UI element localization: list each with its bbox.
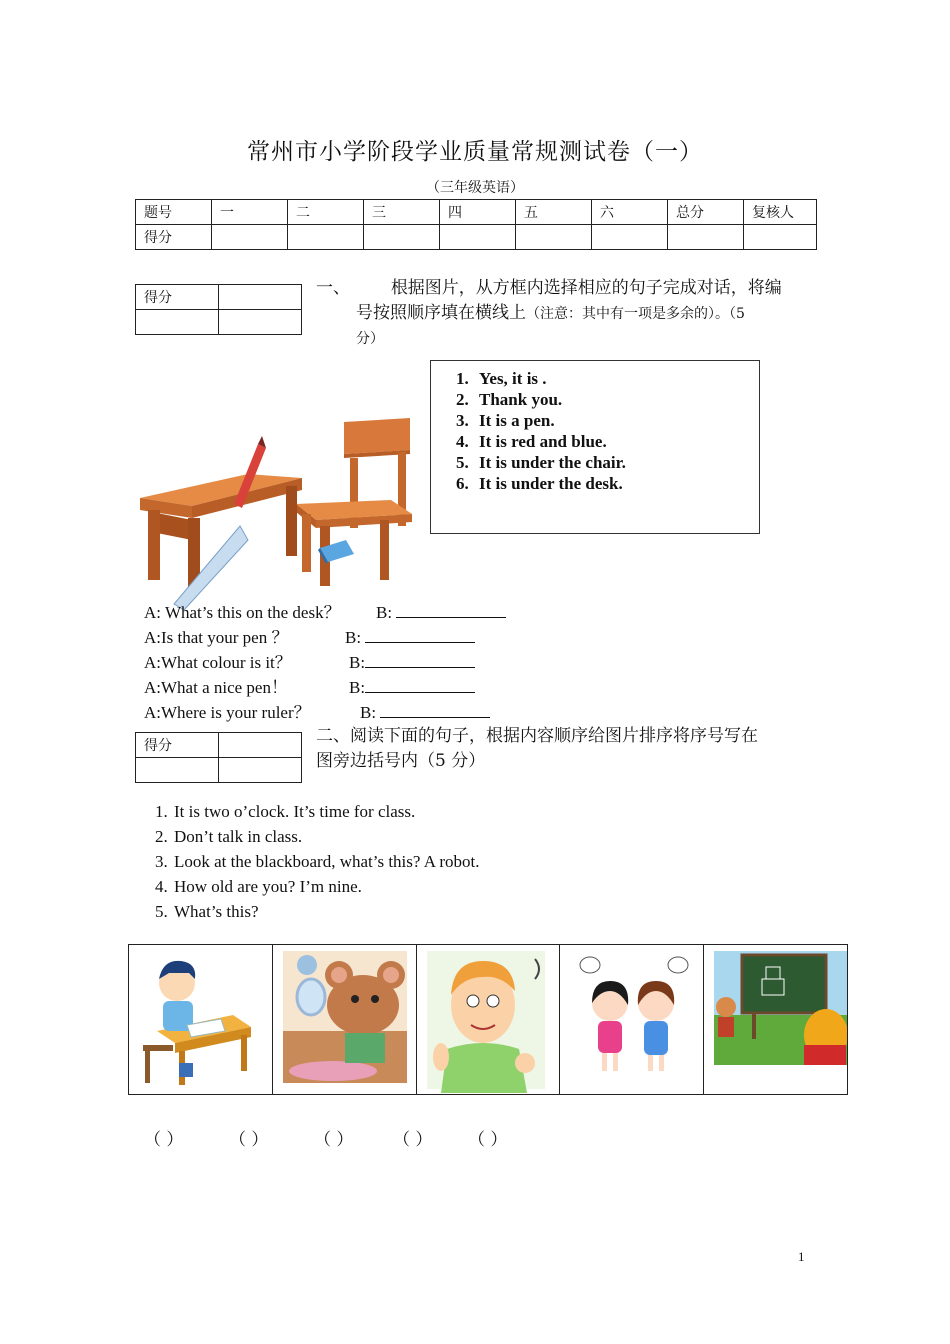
score-entry-cell[interactable] [219, 758, 302, 783]
dialog-question: A:Is that your pen ？ [144, 628, 289, 647]
score-entry-cell[interactable] [219, 310, 302, 335]
picture-cell-two-girls [560, 945, 704, 1094]
dialog-line [144, 625, 366, 650]
score-table-cell: 三 [364, 200, 440, 225]
page-title: 常州市小学阶段学业质量常规测试卷（一） [247, 139, 703, 165]
score-table-cell: 六 [592, 200, 668, 225]
sentence-item: 3. Look at the blackboard, what’s this? A robot. [172, 849, 479, 874]
score-entry-cell[interactable] [440, 225, 516, 250]
answer-options-box [430, 360, 760, 534]
dialog-answer-label: B: [360, 703, 381, 722]
score-table-score-row [136, 225, 817, 250]
picture-cell-mouse [273, 945, 417, 1094]
score-table-cell: 四 [440, 200, 516, 225]
page-subtitle: （三年级英语） [426, 180, 524, 196]
sentence-item: 5. What’s this? [172, 899, 479, 924]
score-table-cell: 五 [516, 200, 592, 225]
picture-strip [128, 944, 848, 1095]
dialog-line [144, 600, 397, 625]
score-entry-cell[interactable] [744, 225, 817, 250]
section2-heading [316, 724, 816, 774]
section1-instruction: 根据图片，从方框内选择相应的句子完成对话，将编 [390, 278, 782, 298]
sentence-list-wrapper [144, 799, 479, 924]
score-table [135, 199, 817, 250]
score-entry-cell[interactable] [364, 225, 440, 250]
score-table-cell: 复核人 [744, 200, 817, 225]
answer-blank[interactable] [365, 625, 475, 643]
score-entry-cell[interactable] [219, 285, 302, 310]
section1-points: （5 [729, 306, 745, 322]
picture-cell-blackboard [704, 945, 847, 1094]
sentence-list [144, 799, 479, 924]
dialog-answer-label: B: [349, 678, 366, 697]
section2-score-box [135, 732, 302, 783]
blackboard-robot-picture [704, 945, 847, 1093]
dialog-question: A:What colour is it？ [144, 653, 292, 672]
boy-writing-picture [129, 945, 272, 1093]
answer-option: 3. It is a pen. [473, 410, 759, 431]
mouse-with-mirror-picture [273, 945, 416, 1093]
answer-blank[interactable] [365, 650, 475, 668]
section1-score-box [135, 284, 302, 335]
answer-parenthesis[interactable]: （ ） [314, 1130, 354, 1150]
score-table-header-row [136, 200, 817, 225]
desk-chair-illustration [136, 414, 416, 610]
dialog-question: A:Where is your ruler？ [144, 703, 311, 722]
section1-number: 一、 [316, 278, 350, 298]
answer-option: 6. It is under the desk. [473, 473, 759, 494]
answer-option: 4. It is red and blue. [473, 431, 759, 452]
picture-cell-boy-talking [417, 945, 561, 1094]
section2-instruction: 二、阅读下面的句子，根据内容顺序给图片排序将序号写在 [316, 726, 758, 746]
answer-options-list [443, 368, 759, 494]
score-table-cell: 一 [212, 200, 288, 225]
answer-parenthesis[interactable]: （ ） [144, 1130, 184, 1150]
score-entry-cell[interactable] [592, 225, 668, 250]
score-entry-cell[interactable] [219, 733, 302, 758]
sentence-item: 4. How old are you? I’m nine. [172, 874, 479, 899]
dialog-question: A:What a nice pen！ [144, 678, 288, 697]
picture-cell-boy-at-desk [129, 945, 273, 1094]
score-entry-cell[interactable] [288, 225, 364, 250]
dialog-answer-label: B: [349, 653, 366, 672]
score-entry-cell[interactable] [136, 310, 219, 335]
section1-heading [316, 276, 816, 352]
two-girls-talking-picture [560, 945, 703, 1093]
answer-blank[interactable] [380, 700, 490, 718]
answer-blank[interactable] [365, 675, 475, 693]
dialog-answer-label: B: [345, 628, 366, 647]
dialog-line [144, 650, 366, 675]
section2-instruction-cont: 图旁边括号内（5 分） [316, 751, 486, 771]
score-table-cell: 二 [288, 200, 364, 225]
boy-talking-picture [417, 945, 560, 1093]
dialog-line [144, 700, 381, 725]
answer-option: 2. Thank you. [473, 389, 759, 410]
sentence-item: 1. It is two o’clock. It’s time for class. [172, 799, 479, 824]
answer-option: 5. It is under the chair. [473, 452, 759, 473]
dialog-section [144, 600, 397, 725]
sentence-item: 2. Don’t talk in class. [172, 824, 479, 849]
answer-option: 1. Yes, it is . [473, 368, 759, 389]
score-entry-cell[interactable] [212, 225, 288, 250]
score-entry-cell[interactable] [516, 225, 592, 250]
section1-note: （注意：其中有一项是多余的）。 [526, 306, 729, 322]
page-number: 1 [798, 1249, 805, 1264]
score-entry-cell[interactable] [668, 225, 744, 250]
score-table-cell: 得分 [136, 225, 212, 250]
score-label: 得分 [136, 285, 219, 310]
score-label: 得分 [136, 733, 219, 758]
answer-parenthesis[interactable]: （ ） [229, 1130, 269, 1150]
dialog-answer-label: B: [376, 603, 397, 622]
score-table-cell: 总分 [668, 200, 744, 225]
answer-parenthesis[interactable]: （ ） [468, 1130, 508, 1150]
score-entry-cell[interactable] [136, 758, 219, 783]
dialog-question: A: What’s this on the desk？ [144, 603, 341, 622]
section1-points-cont: 分） [356, 331, 384, 347]
answer-blank[interactable] [396, 600, 506, 618]
score-table-cell: 题号 [136, 200, 212, 225]
answer-parenthesis[interactable]: （ ） [393, 1130, 433, 1150]
section1-instruction-cont: 号按照顺序填在横线上 [356, 303, 526, 323]
dialog-line [144, 675, 366, 700]
